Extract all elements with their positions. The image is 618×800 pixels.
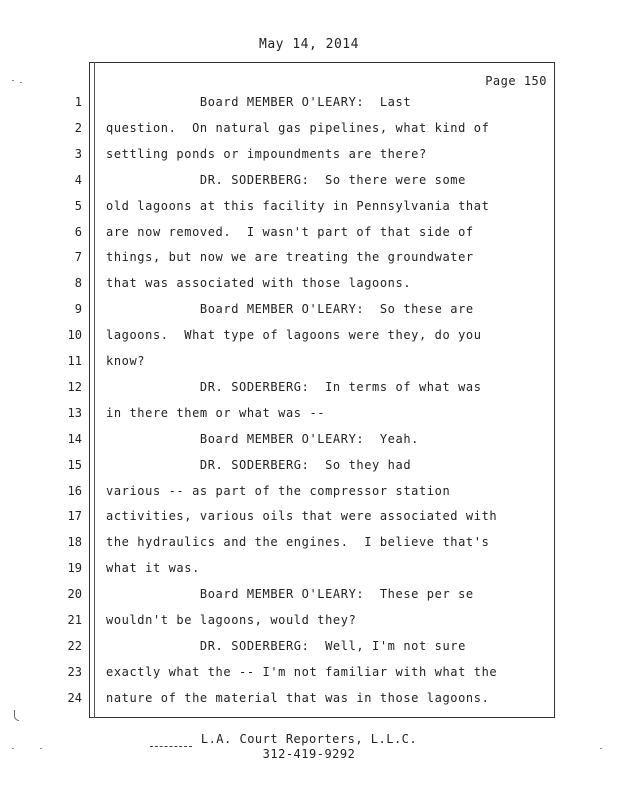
line-text: Board MEMBER O'LEARY: Yeah. bbox=[106, 431, 419, 446]
line-number: 9 bbox=[74, 302, 82, 317]
line-text: various -- as part of the compressor station bbox=[106, 483, 451, 498]
scan-speck bbox=[12, 748, 14, 749]
line-number: 7 bbox=[74, 250, 82, 265]
line-number: 15 bbox=[67, 457, 82, 472]
line-number: 3 bbox=[74, 146, 82, 161]
line-number: 19 bbox=[67, 561, 82, 576]
line-text: lagoons. What type of lagoons were they, do you bbox=[106, 328, 482, 343]
line-text: activities, various oils that were associated with bbox=[106, 509, 498, 524]
transcript-line bbox=[0, 225, 618, 245]
line-number: 4 bbox=[74, 172, 82, 187]
transcript-line bbox=[0, 173, 618, 193]
line-number: 13 bbox=[67, 405, 82, 420]
scan-speck bbox=[14, 710, 19, 721]
reporter-company: L.A. Court Reporters, L.L.C. bbox=[200, 732, 418, 746]
line-text: nature of the material that was in those lagoons. bbox=[106, 690, 490, 705]
transcript-line bbox=[0, 535, 618, 555]
line-text: what it was. bbox=[106, 561, 200, 576]
scan-speck bbox=[20, 82, 22, 83]
scan-speck bbox=[40, 748, 42, 749]
line-text: Board MEMBER O'LEARY: These per se bbox=[106, 587, 474, 602]
line-text: know? bbox=[106, 354, 146, 368]
line-number: 10 bbox=[67, 328, 82, 343]
transcript-line bbox=[0, 613, 618, 633]
transcript-line bbox=[0, 302, 618, 322]
line-text: that was associated with those lagoons. bbox=[106, 276, 412, 291]
transcript-line bbox=[0, 665, 618, 685]
page-number: Page 150 bbox=[485, 74, 547, 88]
reporter-phone: 312-419-9292 bbox=[262, 747, 356, 761]
scan-speck bbox=[600, 748, 602, 749]
line-number: 16 bbox=[67, 483, 82, 498]
line-number: 24 bbox=[67, 690, 82, 705]
line-text: Board MEMBER O'LEARY: Last bbox=[106, 95, 412, 109]
transcript-line bbox=[0, 587, 618, 607]
transcript-line bbox=[0, 121, 618, 141]
line-text: wouldn't be lagoons, would they? bbox=[106, 613, 357, 627]
transcript-line bbox=[0, 406, 618, 426]
transcript-line bbox=[0, 199, 618, 219]
transcript-line bbox=[0, 250, 618, 270]
line-number: 6 bbox=[74, 224, 82, 239]
line-number: 17 bbox=[67, 509, 82, 524]
transcript-line bbox=[0, 328, 618, 348]
line-number: 21 bbox=[67, 613, 82, 627]
line-text: DR. SODERBERG: In terms of what was bbox=[106, 379, 482, 394]
transcript-line bbox=[0, 561, 618, 581]
transcript-line bbox=[0, 509, 618, 529]
line-text: DR. SODERBERG: Well, I'm not sure bbox=[106, 638, 466, 653]
line-number: 5 bbox=[74, 198, 82, 213]
line-number: 23 bbox=[67, 664, 82, 679]
transcript-line bbox=[0, 484, 618, 504]
line-number: 12 bbox=[67, 379, 82, 394]
line-number: 2 bbox=[74, 120, 82, 135]
line-number: 14 bbox=[67, 431, 82, 446]
transcript-line bbox=[0, 147, 618, 167]
line-text: things, but now we are treating the groundwater bbox=[106, 250, 474, 265]
transcript-line bbox=[0, 458, 618, 478]
transcript-date: May 14, 2014 bbox=[259, 37, 359, 52]
line-text: settling ponds or impoundments are there? bbox=[106, 146, 427, 161]
transcript-line bbox=[0, 639, 618, 659]
line-number: 18 bbox=[67, 535, 82, 550]
transcript-line bbox=[0, 354, 618, 374]
line-number: 8 bbox=[74, 276, 82, 291]
transcript-line bbox=[0, 691, 618, 711]
line-number: 1 bbox=[74, 95, 82, 109]
line-text: the hydraulics and the engines. I believe that's bbox=[106, 535, 490, 550]
transcript-line bbox=[0, 432, 618, 452]
transcript-line bbox=[0, 95, 618, 115]
line-number: 20 bbox=[67, 587, 82, 602]
line-number: 22 bbox=[67, 638, 82, 653]
transcript-line bbox=[0, 276, 618, 296]
line-text: old lagoons at this facility in Pennsylvania that bbox=[106, 198, 490, 213]
scan-speck bbox=[12, 80, 14, 81]
footer-rule bbox=[150, 746, 192, 747]
line-number: 11 bbox=[67, 354, 82, 368]
line-text: question. On natural gas pipelines, what kind of bbox=[106, 120, 490, 135]
footer bbox=[0, 732, 618, 762]
line-text: exactly what the -- I'm not familiar with what the bbox=[106, 664, 498, 679]
line-text: DR. SODERBERG: So they had bbox=[106, 457, 412, 472]
line-text: in there them or what was -- bbox=[106, 405, 326, 420]
line-text: DR. SODERBERG: So there were some bbox=[106, 172, 466, 187]
transcript-line bbox=[0, 380, 618, 400]
line-text: are now removed. I wasn't part of that side of bbox=[106, 224, 474, 239]
line-text: Board MEMBER O'LEARY: So these are bbox=[106, 302, 474, 317]
